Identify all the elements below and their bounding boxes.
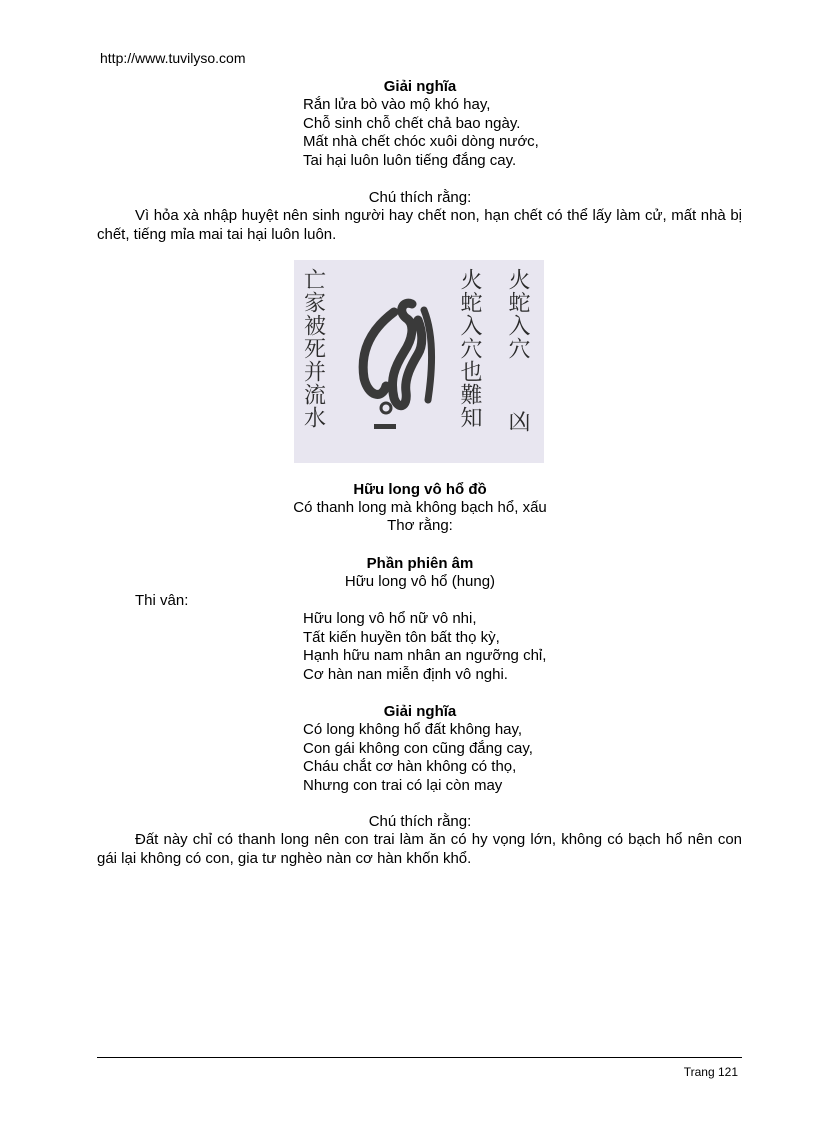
section2-note-title: Chú thích rằng: [368,813,472,830]
figure-col-right: 火蛇入穴 [505,268,530,360]
footer-divider [97,1057,742,1058]
thi-van-label: Thi vân: [135,592,189,609]
verse-line: Tất kiến huyền tôn bất thọ kỳ, [303,628,500,646]
figure-col-right-bottom: 凶 [505,410,530,433]
section1-heading: Giải nghĩa [383,78,457,95]
section1-note [97,207,742,244]
verse-line: Mất nhà chết chóc xuôi dòng nước, [303,133,539,150]
page-number: Trang 121 [683,1065,738,1079]
verse-line: Nhưng con trai có lại còn may [303,776,503,794]
section2-subtitle: Có thanh long mà không bạch hổ, xấu [293,499,547,516]
phien-am-sub: Hữu long vô hổ (hung) [344,573,496,590]
meaning-verse [303,721,533,795]
section2-note [97,831,742,868]
section2-title: Hữu long vô hổ đồ [353,481,487,498]
verse-line: Có long không hổ đất không hay, [303,721,523,738]
section1-note-title: Chú thích rằng: [368,189,472,206]
verse-line: Hữu long vô hổ nữ vô nhi, [303,610,477,627]
verse-line: Cơ hàn nan miễn định vô nghi. [303,665,508,683]
figure-col-left: 亡家被死并流水 [300,268,326,429]
verse-line: Con gái không con cũng đắng cay, [303,739,533,757]
section2-note-text: Đất này chỉ có thanh long nên con trai làm ăn có hy vọng lớn, không có bạch hổ nên con gái lại không có con, gia tư nghèo nàn cơ hàn khốn khổ. [97,831,742,867]
calligraphy-figure [294,260,544,463]
header-url[interactable]: http://www.tuvilyso.com [100,50,246,66]
verse-line: Cháu chắt cơ hàn không có thọ, [303,758,517,775]
section2-poem-intro: Thơ rằng: [387,517,453,534]
verse-line: Tai hại luôn luôn tiếng đắng cay. [303,151,517,169]
poem-verse [303,610,546,684]
section1-verse [303,96,539,170]
verse-line: Hạnh hữu nam nhân an ngưỡng chỉ, [303,647,547,664]
meaning-heading: Giải nghĩa [383,703,457,720]
verse-line: Chỗ sinh chỗ chết chả bao ngày. [303,114,521,132]
section1-note-text: Vì hỏa xà nhập huyệt nên sinh người hay chết non, hạn chết có thể lấy làm cử, mất nhà bị chết, tiếng mỉa mai tai hại luôn luôn. [97,207,742,243]
phien-am-heading: Phần phiên âm [366,555,474,572]
figure-col-mid: 火蛇入穴也難知 [457,268,482,429]
verse-line: Rắn lửa bò vào mộ khó hay, [303,96,491,113]
